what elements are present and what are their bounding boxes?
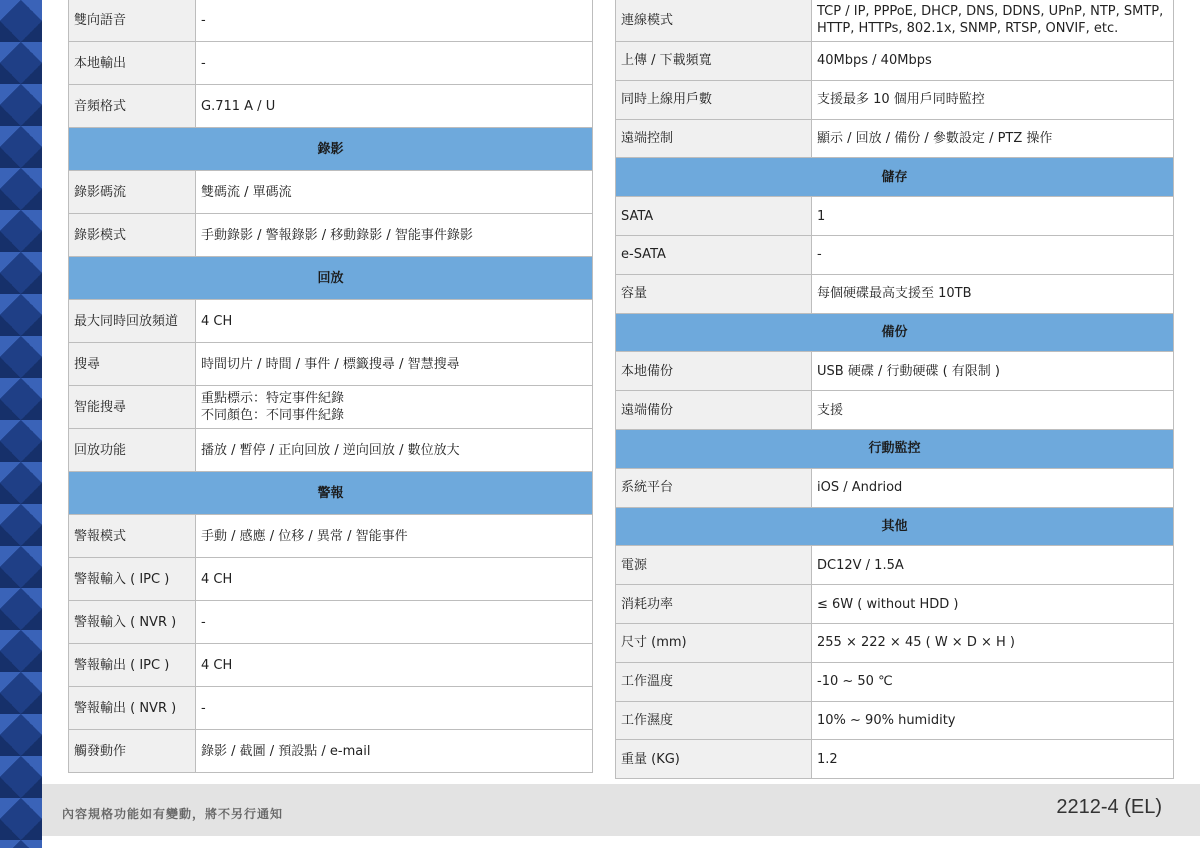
spec-value-cell (812, 80, 1174, 119)
spec-label: 錄影碼流 (69, 171, 196, 214)
section-header-row (616, 507, 1174, 546)
section-header-row (69, 257, 593, 300)
spec-row (616, 468, 1174, 507)
spec-value-cell (196, 343, 593, 386)
section-title: 儲存 (616, 158, 1174, 197)
spec-row (69, 300, 593, 343)
spec-value: ≤ 6W ( without HDD ) (817, 596, 959, 612)
spec-row (616, 197, 1174, 236)
spec-row (616, 352, 1174, 391)
spec-row (69, 0, 593, 42)
spec-row (616, 740, 1174, 779)
spec-value: DC12V / 1.5A (817, 557, 904, 573)
spec-row (616, 0, 1174, 42)
spec-value: 40Mbps / 40Mbps (817, 53, 932, 69)
spec-value-cell (812, 468, 1174, 507)
spec-row (616, 701, 1174, 740)
section-title: 其他 (616, 507, 1174, 546)
spec-row (69, 85, 593, 128)
spec-row (69, 687, 593, 730)
footer-disclaimer: 內容規格功能如有變動，將不另行通知 (62, 807, 284, 821)
section-header-row (616, 313, 1174, 352)
spec-label: 本地備份 (616, 352, 812, 391)
spec-row (69, 386, 593, 429)
spec-value-line2: 不同顏色：不同事件紀錄 (201, 408, 345, 423)
spec-row (616, 119, 1174, 158)
spec-value: 手動 / 感應 / 位移 / 異常 / 智能事件 (201, 528, 408, 544)
spec-value-cell (812, 585, 1174, 624)
decorative-side-stripe (0, 0, 42, 848)
spec-row (616, 623, 1174, 662)
spec-value: 支援 (817, 402, 844, 418)
spec-value: 10% ~ 90% humidity (817, 712, 956, 728)
spec-value-cell (812, 623, 1174, 662)
spec-value: 1 (817, 208, 826, 224)
spec-value: 手動錄影 / 警報錄影 / 移動錄影 / 智能事件錄影 (201, 227, 473, 243)
spec-row (616, 662, 1174, 701)
spec-value: 錄影 / 截圖 / 預設點 / e-mail (201, 743, 371, 759)
spec-value: TCP / IP, PPPoE, DHCP, DNS, DDNS, UPnP, NTP, SMTP, (817, 4, 1164, 19)
spec-value: 1.2 (817, 751, 838, 767)
spec-label: 工作溫度 (616, 662, 812, 701)
spec-label: 警報輸出 ( IPC ) (69, 644, 196, 687)
spec-value-cell (812, 197, 1174, 236)
spec-label: 工作濕度 (616, 701, 812, 740)
section-title: 警報 (69, 472, 593, 515)
spec-value-cell (812, 42, 1174, 81)
spec-value: 4 CH (201, 657, 233, 673)
section-header-row (69, 128, 593, 171)
spec-value: - (201, 700, 206, 716)
spec-value-cell (196, 515, 593, 558)
spec-label: 警報輸出 ( NVR ) (69, 687, 196, 730)
spec-value-cell (196, 171, 593, 214)
spec-value-cell (812, 0, 1174, 42)
spec-label: 消耗功率 (616, 585, 812, 624)
spec-value-line2: HTTP, HTTPs, 802.1x, SNMP, RTSP, ONVIF, etc. (817, 21, 1119, 36)
spec-label: SATA (616, 197, 812, 236)
spec-row (616, 80, 1174, 119)
spec-value: 顯示 / 回放 / 備份 / 參數設定 / PTZ 操作 (817, 130, 1053, 146)
spec-label: 回放功能 (69, 429, 196, 472)
spec-value: - (201, 55, 206, 71)
spec-row (69, 644, 593, 687)
spec-table-left-body (69, 0, 593, 773)
spec-row (69, 214, 593, 257)
spec-row (69, 343, 593, 386)
spec-value-cell (196, 300, 593, 343)
spec-value-cell (812, 391, 1174, 430)
spec-value: 4 CH (201, 571, 233, 587)
spec-value: 重點標示：特定事件紀錄 (201, 391, 345, 406)
spec-row (69, 730, 593, 773)
section-title: 回放 (69, 257, 593, 300)
spec-value-cell (812, 701, 1174, 740)
spec-value: 播放 / 暫停 / 正向回放 / 逆向回放 / 數位放大 (201, 442, 460, 458)
spec-label: 雙向語音 (69, 0, 196, 42)
spec-value-cell (196, 214, 593, 257)
spec-value-cell (196, 42, 593, 85)
spec-value-cell (196, 558, 593, 601)
spec-value-cell (812, 352, 1174, 391)
spec-label: 觸發動作 (69, 730, 196, 773)
spec-label: 搜尋 (69, 343, 196, 386)
spec-label: 警報模式 (69, 515, 196, 558)
spec-label: 最大同時回放頻道 (69, 300, 196, 343)
spec-row (616, 391, 1174, 430)
spec-value: USB 硬碟 / 行動硬碟 ( 有限制 ) (817, 363, 1001, 379)
spec-value: 255 × 222 × 45 ( W × D × H ) (817, 635, 1015, 651)
spec-row (69, 601, 593, 644)
spec-table-right (615, 0, 1174, 779)
spec-label: 警報輸入 ( NVR ) (69, 601, 196, 644)
spec-value-cell (196, 386, 593, 429)
spec-row (69, 42, 593, 85)
spec-value-cell (812, 235, 1174, 274)
spec-label: 智能搜尋 (69, 386, 196, 429)
spec-value-cell (812, 740, 1174, 779)
spec-label: 警報輸入 ( IPC ) (69, 558, 196, 601)
spec-row (616, 42, 1174, 81)
spec-table-left (68, 0, 593, 773)
spec-value-cell (812, 274, 1174, 313)
spec-label: 同時上線用戶數 (616, 80, 812, 119)
spec-value: - (817, 247, 822, 263)
spec-value-cell (812, 119, 1174, 158)
spec-label: 本地輸出 (69, 42, 196, 85)
spec-label: 遠端控制 (616, 119, 812, 158)
spec-value: 時間切片 / 時間 / 事件 / 標籤搜尋 / 智慧搜尋 (201, 356, 460, 372)
section-header-row (616, 429, 1174, 468)
section-title: 錄影 (69, 128, 593, 171)
spec-table-right-body (616, 0, 1174, 779)
spec-value-cell (196, 687, 593, 730)
spec-value-cell (812, 662, 1174, 701)
spec-value-cell (196, 0, 593, 42)
spec-value: 雙碼流 / 單碼流 (201, 184, 292, 200)
spec-row (616, 235, 1174, 274)
spec-row (616, 274, 1174, 313)
spec-value-cell (196, 429, 593, 472)
spec-row (69, 515, 593, 558)
spec-label: 連線模式 (616, 0, 812, 42)
spec-label: e-SATA (616, 235, 812, 274)
spec-value-cell (196, 644, 593, 687)
spec-value-cell (196, 730, 593, 773)
spec-label: 重量 (KG) (616, 740, 812, 779)
spec-label: 尺寸 (mm) (616, 623, 812, 662)
footer-doc-code: 2212-4 (EL) (1056, 796, 1162, 818)
spec-label: 容量 (616, 274, 812, 313)
spec-value: G.711 A / U (201, 98, 276, 114)
section-header-row (69, 472, 593, 515)
spec-value: - (201, 614, 206, 630)
spec-value: 4 CH (201, 313, 233, 329)
spec-value-cell (812, 546, 1174, 585)
spec-label: 電源 (616, 546, 812, 585)
spec-row (69, 171, 593, 214)
section-header-row (616, 158, 1174, 197)
section-title: 備份 (616, 313, 1174, 352)
spec-value-cell (196, 601, 593, 644)
spec-value: -10 ~ 50 ℃ (817, 674, 893, 690)
spec-value-cell (196, 85, 593, 128)
spec-value: - (201, 12, 206, 28)
spec-label: 錄影模式 (69, 214, 196, 257)
spec-value: 每個硬碟最高支援至 10TB (817, 286, 972, 302)
section-title: 行動監控 (616, 429, 1174, 468)
spec-row (69, 429, 593, 472)
spec-value: 支援最多 10 個用戶同時監控 (817, 92, 985, 108)
spec-row (69, 558, 593, 601)
spec-label: 上傳 / 下載頻寬 (616, 42, 812, 81)
spec-value: iOS / Andriod (817, 480, 903, 496)
spec-label: 系統平台 (616, 468, 812, 507)
spec-label: 音頻格式 (69, 85, 196, 128)
spec-label: 遠端備份 (616, 391, 812, 430)
spec-row (616, 585, 1174, 624)
spec-row (616, 546, 1174, 585)
